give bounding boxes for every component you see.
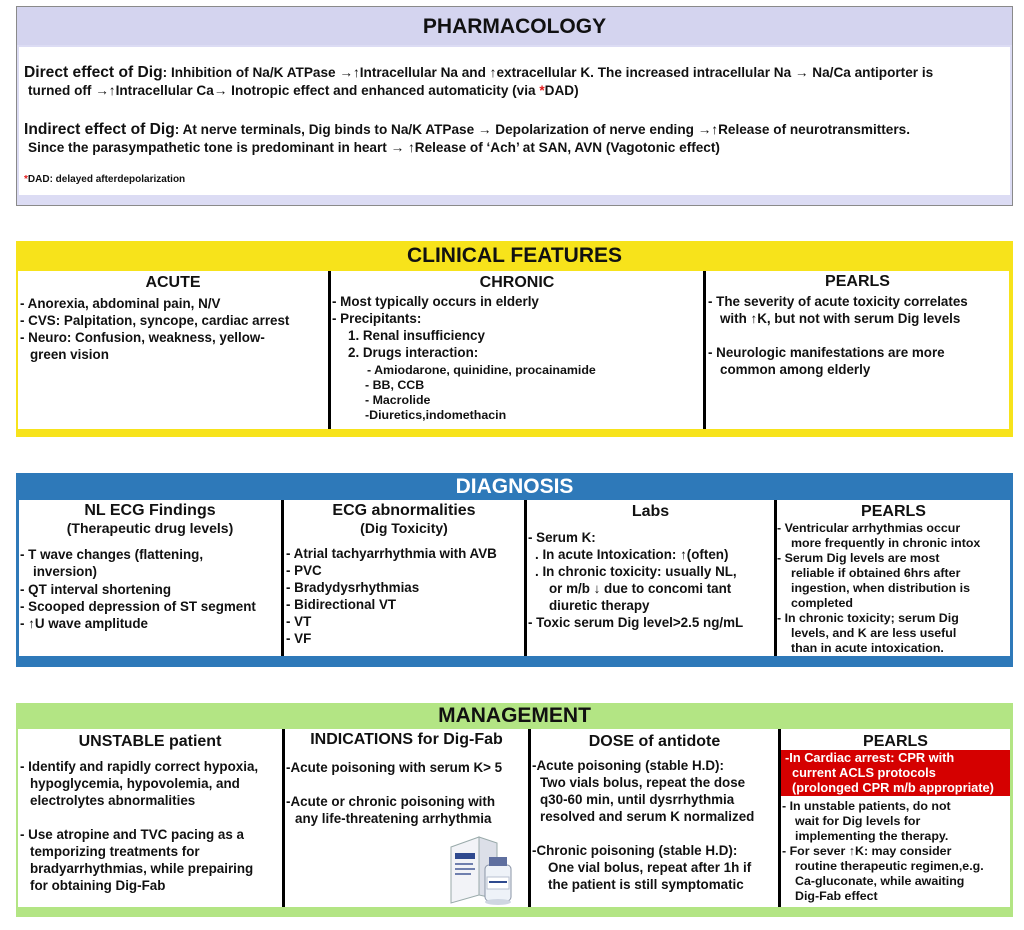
clinical-title: CLINICAL FEATURES [406,244,623,267]
nl-ecg-title: NL ECG Findings [84,502,216,519]
ecg-abnormalities-subtitle: (Dig Toxicity) [360,520,448,536]
unstable-line: hypoglycemia, hypovolemia, and [30,776,240,791]
nl-ecg-line: - Scooped depression of ST segment [20,599,256,614]
diagnosis-pearls-title: PEARLS [861,503,926,520]
diag-pearl-line: - In chronic toxicity; serum Dig [777,611,959,625]
nl-ecg-line: inversion) [33,564,97,579]
ecg-abn-line: - VF [286,631,312,646]
unstable-column [18,729,282,907]
labs-line: or m/b ↓ due to concomi tant [549,581,732,596]
unstable-line: electrolytes abnormalities [30,793,196,808]
diag-pearl-line: more frequently in chronic intox [791,536,981,550]
mgmt-pearl-line: implementing the therapy. [795,829,949,843]
labs-line: diuretic therapy [549,598,650,613]
indication-line: -Acute or chronic poisoning with [286,794,496,809]
direct-effect-line1: Direct effect of Dig: Inhibition of Na/K ATPase →↑Intracellular Na and ↑extracellular K. The increased intracellular Na → Na/Ca antiporter is [24,64,934,81]
unstable-line: bradyarrhythmias, while prepairing [30,861,254,876]
dose-line: resolved and serum K normalized [540,809,755,824]
labs-column [527,500,774,656]
dose-line: q30-60 min, until dysrrhythmia [540,792,735,807]
mgmt-pearl-line: wait for Dig levels for [795,814,921,828]
indications-title: INDICATIONS for Dig-Fab [310,731,503,748]
ecg-abn-line: - Atrial tachyarrhythmia with AVB [286,546,497,561]
chronic-drug: - BB, CCB [365,378,425,392]
chronic-line: - Most typically occurs in elderly [332,294,539,309]
pharmacology-section [16,6,1013,206]
labs-line: - Serum K: [528,530,596,545]
indications-column [285,729,528,907]
chronic-line: - Precipitants: [332,311,422,326]
acute-column [18,271,328,429]
management-pearls-column [781,729,1010,907]
labs-line: - Toxic serum Dig level>2.5 ng/mL [528,615,744,630]
management-section [16,703,1013,917]
dose-line: -Chronic poisoning (stable H.D): [532,843,738,858]
clinical-pearls-title: PEARLS [825,273,890,290]
pearl-line: - The severity of acute toxicity correlates [708,294,968,309]
unstable-line: - Identify and rapidly correct hypoxia, [20,759,259,774]
diag-pearl-line: - Serum Dig levels are most [777,551,940,565]
nl-ecg-line: - ↑U wave amplitude [20,616,148,631]
clinical-pearls-column [706,271,1009,429]
mgmt-pearl-line: - For sever ↑K: may consider [782,844,952,858]
ecg-abn-line: - Bidirectional VT [286,597,397,612]
chronic-line: 2. Drugs interaction: [348,345,479,360]
chronic-title: CHRONIC [479,274,555,291]
diag-pearl-line: completed [791,596,853,610]
diag-pearl-line: ingestion, when distribution is [791,581,970,595]
management-title: MANAGEMENT [438,704,591,727]
indirect-effect-line1: Indirect effect of Dig: At nerve terminals, Dig binds to Na/K ATPase → Depolarization of nerve ending →↑Release of neurotransmitters. [24,121,910,138]
pharmacology-title: PHARMACOLOGY [17,7,1012,45]
mgmt-pearl-line: Dig-Fab effect [795,889,878,903]
dose-line: the patient is still symptomatic [548,877,744,892]
pearl-line: common among elderly [720,362,871,377]
diag-pearl-line: than in acute intoxication. [791,641,944,655]
management-pearls-title: PEARLS [863,733,928,750]
acute-line: - CVS: Palpitation, syncope, cardiac arrest [20,313,290,328]
labs-line: . In chronic toxicity: usually NL, [535,564,737,579]
unstable-line: for obtaining Dig-Fab [30,878,166,893]
chronic-drug: -Diuretics,indomethacin [365,408,507,422]
footnote: *DAD: delayed afterdepolarization [24,174,186,185]
pearl-line: - Neurologic manifestations are more [708,345,945,360]
nl-ecg-line: - T wave changes (flattening, [20,547,204,562]
diag-pearl-line: reliable if obtained 6hrs after [791,566,961,580]
acute-line: - Anorexia, abdominal pain, N/V [20,296,221,311]
chronic-line: 1. Renal insufficiency [348,328,485,343]
diag-pearl-line: levels, and K are less useful [791,626,957,640]
indication-line: any life-threatening arrhythmia [295,811,492,826]
acute-line: green vision [30,347,109,362]
ecg-abnormalities-title: ECG abnormalities [332,502,476,519]
diagnosis-title: DIAGNOSIS [455,475,574,498]
dose-line: One vial bolus, repeat after 1h if [548,860,752,875]
diagnosis-pearls-column [777,500,1010,656]
indication-line: -Acute poisoning with serum K> 5 [286,760,503,775]
ecg-abn-line: - PVC [286,563,322,578]
clinical-features-section [16,241,1013,437]
digifab-product-icon [445,829,525,907]
ecg-abnormalities-column [284,500,524,656]
chronic-column [331,271,703,429]
pearl-line: with ↑K, but not with serum Dig levels [720,311,961,326]
ecg-abn-line: - Bradydysrhythmias [286,580,420,595]
labs-title: Labs [631,503,670,520]
diag-pearl-line: - Ventricular arrhythmias occur [777,521,961,535]
chronic-drug: - Amiodarone, quinidine, procainamide [367,363,596,377]
acute-title: ACUTE [145,274,201,291]
chronic-drug: - Macrolide [365,393,431,407]
mgmt-pearl-line: Ca-gluconate, while awaiting [795,874,965,888]
pharmacology-body [19,47,1010,195]
dose-title: DOSE of antidote [588,733,721,750]
unstable-title: UNSTABLE patient [78,733,222,750]
nl-ecg-line: - QT interval shortening [20,582,172,597]
direct-effect-line2: turned off →↑Intracellular Ca→ Inotropic effect and enhanced automaticity (via *DAD) [28,83,579,98]
diagnosis-section [16,473,1013,667]
ecg-abn-line: - VT [286,614,312,629]
labs-line: . In acute Intoxication: ↑(often) [535,547,729,562]
unstable-line: temporizing treatments for [30,844,200,859]
mgmt-pearl-line: - In unstable patients, do not [782,799,951,813]
dose-line: Two vials bolus, repeat the dose [540,775,746,790]
nl-ecg-subtitle: (Therapeutic drug levels) [66,520,234,536]
acute-line: - Neuro: Confusion, weakness, yellow- [20,330,265,345]
dose-column [531,729,778,907]
indirect-effect-line2: Since the parasympathetic tone is predominant in heart → ↑Release of ‘Ach’ at SAN, AVN (Vagotonic effect) [28,140,720,155]
dose-line: -Acute poisoning (stable H.D): [532,758,724,773]
cardiac-arrest-alert: -In Cardiac arrest: CPR with current ACLS protocols (prolonged CPR m/b appropriate) [781,750,1010,796]
unstable-line: - Use atropine and TVC pacing as a [20,827,244,842]
mgmt-pearl-line: routine therapeutic regimen,e.g. [795,859,984,873]
nl-ecg-column [19,500,281,656]
